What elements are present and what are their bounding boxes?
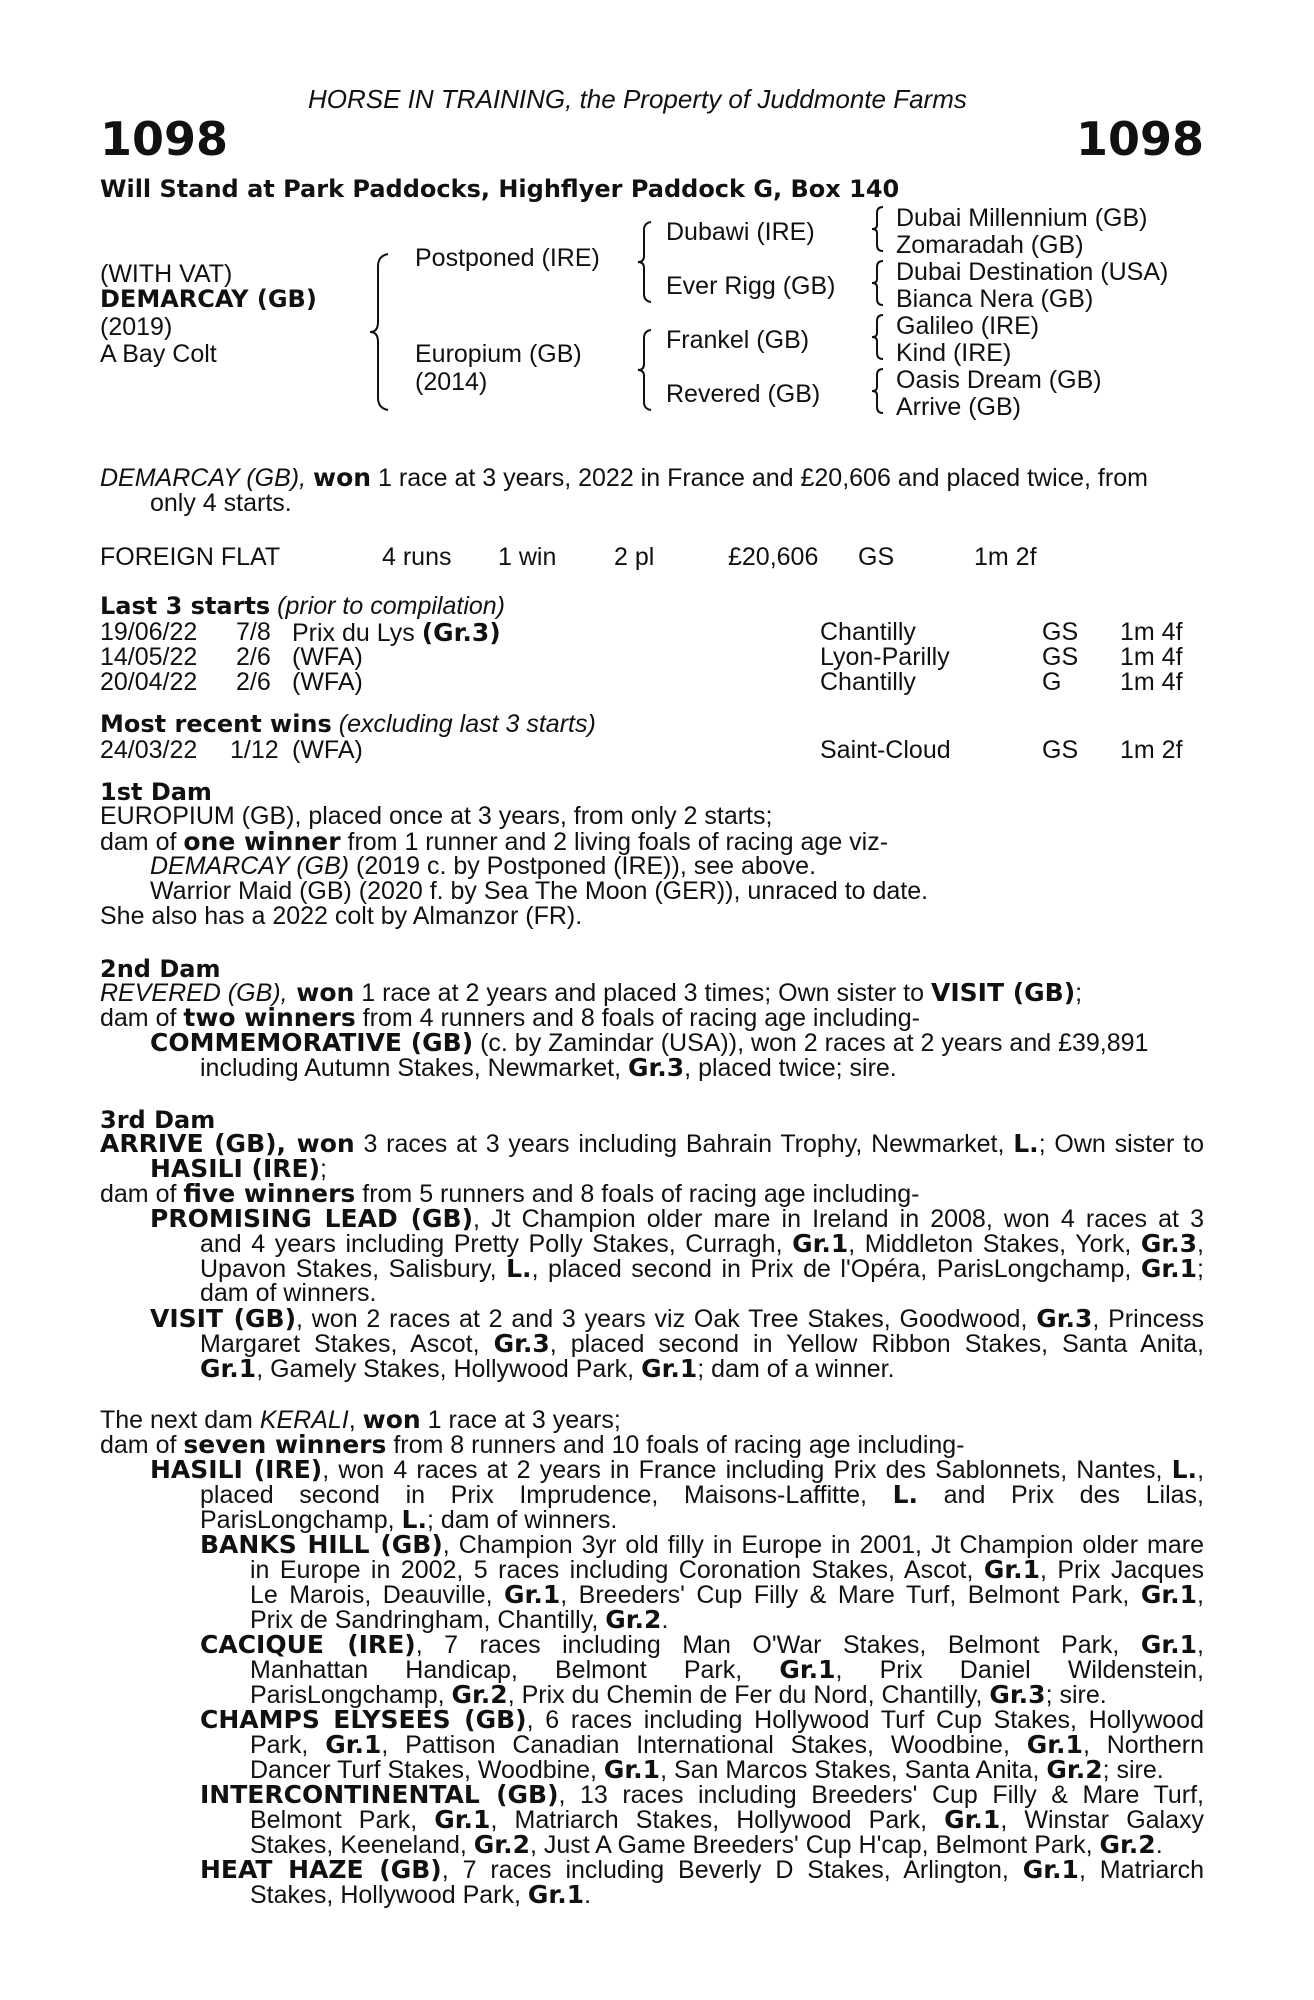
nextdam-line: Park, Gr.1, Pattison Canadian International Stakes, Woodbine, Gr.1, Northern (250, 1730, 1204, 1759)
start-row: 20/04/22 (100, 668, 198, 696)
start-course: Lyon-Parilly (820, 643, 950, 671)
record-runs: 4 runs (382, 543, 452, 571)
start-row: 19/06/22 (100, 618, 198, 646)
dam3-line: PROMISING LEAD (GB), Jt Champion older mare in Ireland in 2008, won 4 races at 3 (150, 1204, 1204, 1233)
recent-race: (WFA) (292, 736, 363, 764)
nextdam-line: Stakes, Hollywood Park, Gr.1. (250, 1880, 592, 1909)
start-dist: 1m 4f (1120, 618, 1183, 646)
pedigree-brace-sd (870, 259, 886, 307)
start-race: (WFA) (292, 643, 363, 671)
start-dist: 1m 4f (1120, 643, 1183, 671)
nextdam-line: Le Marois, Deauville, Gr.1, Breeders' Cup Filly & Mare Turf, Belmont Park, Gr.1, (250, 1580, 1204, 1609)
pedigree-sire-dam: Ever Rigg (GB) (666, 272, 836, 300)
catalogue-title: HORSE IN TRAINING, the Property of Juddmonte Farms (308, 84, 967, 114)
start-pos: 2/6 (236, 643, 271, 671)
dam1-line: DEMARCAY (GB) (2019 c. by Postponed (IRE)), see above. (150, 852, 817, 880)
dam2-heading: 2nd Dam (100, 955, 221, 983)
nextdam-line: Manhattan Handicap, Belmont Park, Gr.1, Prix Daniel Wildenstein, (250, 1655, 1204, 1684)
race-summary: DEMARCAY (GB), won 1 race at 3 years, 2022 in France and £20,606 and placed twice, from (100, 463, 1148, 492)
dam3-line: VISIT (GB), won 2 races at 2 and 3 years viz Oak Tree Stakes, Goodwood, Gr.3, Princess (150, 1304, 1204, 1333)
pedigree-ssd: Zomaradah (GB) (896, 231, 1084, 259)
record-prize: £20,606 (728, 543, 819, 571)
start-dist: 1m 4f (1120, 668, 1183, 696)
dam1-line: dam of one winner from 1 runner and 2 living foals of racing age viz- (100, 827, 889, 856)
dam2-line: including Autumn Stakes, Newmarket, Gr.3, placed twice; sire. (200, 1053, 897, 1082)
start-going: GS (1042, 618, 1079, 646)
dam3-line: ARRIVE (GB), won 3 races at 3 years including Bahrain Trophy, Newmarket, L.; Own sister to (100, 1129, 1204, 1158)
pedigree-dam-year: (2014) (415, 368, 488, 396)
nextdam-line: CACIQUE (IRE), 7 races including Man O'War Stakes, Belmont Park, Gr.1, (200, 1630, 1204, 1659)
pedigree-sire-sire: Dubawi (IRE) (666, 218, 815, 246)
dam1-line: EUROPIUM (GB), placed once at 3 years, from only 2 starts; (100, 802, 773, 830)
dam3-line: HASILI (IRE); (150, 1154, 327, 1183)
nextdam-line: INTERCONTINENTAL (GB), 13 races including Breeders' Cup Filly & Mare Turf, (200, 1780, 1204, 1809)
dam1-heading: 1st Dam (100, 778, 212, 806)
dam3-line: Upavon Stakes, Salisbury, L., placed second in Prix de l'Opéra, ParisLongchamp, Gr.1; (200, 1254, 1204, 1283)
recent-dist: 1m 2f (1120, 736, 1183, 764)
dam1-line: Warrior Maid (GB) (2020 f. by Sea The Moon (GER)), unraced to date. (150, 877, 929, 905)
pedigree-brace-ds (870, 313, 886, 361)
dam3-line: dam of winners. (200, 1279, 377, 1307)
horse-name: DEMARCAY (GB) (100, 285, 317, 313)
start-course: Chantilly (820, 618, 916, 646)
nextdam-line: ParisLongchamp, L.; dam of winners. (200, 1505, 618, 1534)
nextdam-line: Dancer Turf Stakes, Woodbine, Gr.1, San Marcos Stakes, Santa Anita, Gr.2; sire. (250, 1755, 1164, 1784)
start-going: G (1042, 668, 1062, 696)
pedigree-dam-sire: Frankel (GB) (666, 326, 810, 354)
nextdam-line: placed second in Prix Imprudence, Maisons-Laffitte, L. and Prix des Lilas, (200, 1480, 1204, 1509)
pedigree-dss: Galileo (IRE) (896, 312, 1040, 340)
lot-number-right: 1098 (1075, 112, 1204, 166)
start-race: (WFA) (292, 668, 363, 696)
record-distance: 1m 2f (974, 543, 1037, 571)
horse-description: A Bay Colt (100, 340, 217, 368)
record-going: GS (858, 543, 895, 571)
start-going: GS (1042, 643, 1079, 671)
nextdam-line: Prix de Sandringham, Chantilly, Gr.2. (250, 1605, 669, 1634)
nextdam-line: BANKS HILL (GB), Champion 3yr old filly in Europe in 2001, Jt Champion older mare (200, 1530, 1204, 1559)
start-pos: 2/6 (236, 668, 271, 696)
start-pos: 7/8 (236, 618, 271, 646)
nextdam-line: in Europe in 2002, 5 races including Coronation Stakes, Ascot, Gr.1, Prix Jacques (250, 1555, 1204, 1584)
dam2-line: REVERED (GB), won 1 race at 2 years and placed 3 times; Own sister to VISIT (GB); (100, 978, 1083, 1007)
dam2-line: dam of two winners from 4 runners and 8 foals of racing age including- (100, 1003, 920, 1032)
pedigree-sds: Dubai Destination (USA) (896, 258, 1169, 286)
dam3-heading: 3rd Dam (100, 1106, 216, 1134)
horse-year: (2019) (100, 313, 173, 341)
pedigree-sdd: Bianca Nera (GB) (896, 285, 1094, 313)
start-course: Chantilly (820, 668, 916, 696)
start-race: Prix du Lys (Gr.3) (292, 618, 501, 647)
dam2-line: COMMEMORATIVE (GB) (c. by Zamindar (USA)), won 2 races at 2 years and £39,891 (150, 1028, 1149, 1057)
record-label: FOREIGN FLAT (100, 543, 281, 571)
last3-heading: Last 3 starts (prior to compilation) (100, 592, 506, 620)
dam3-line: Gr.1, Gamely Stakes, Hollywood Park, Gr.1; dam of a winner. (200, 1354, 895, 1383)
recent-course: Saint-Cloud (820, 736, 951, 764)
stand-location: Will Stand at Park Paddocks, Highflyer Paddock G, Box 140 (100, 175, 900, 203)
pedigree-sire: Postponed (IRE) (415, 244, 600, 272)
nextdam-line: Belmont Park, Gr.1, Matriarch Stakes, Hollywood Park, Gr.1, Winstar Galaxy (250, 1805, 1205, 1834)
pedigree-dds: Oasis Dream (GB) (896, 366, 1102, 394)
pedigree-sss: Dubai Millennium (GB) (896, 204, 1148, 232)
recent-pos: 1/12 (230, 736, 279, 764)
nextdam-line: CHAMPS ELYSEES (GB), 6 races including Hollywood Turf Cup Stakes, Hollywood (200, 1705, 1204, 1734)
nextdam-line: HEAT HAZE (GB), 7 races including Beverly D Stakes, Arlington, Gr.1, Matriarch (200, 1855, 1204, 1884)
race-summary-cont: only 4 starts. (150, 489, 292, 517)
nextdam-line: dam of seven winners from 8 runners and 10 foals of racing age including- (100, 1430, 965, 1459)
start-row: 14/05/22 (100, 643, 198, 671)
nextdam-line: The next dam KERALI, won 1 race at 3 years; (100, 1405, 621, 1434)
dam3-line: Margaret Stakes, Ascot, Gr.3, placed second in Yellow Ribbon Stakes, Santa Anita, (200, 1329, 1204, 1358)
pedigree-brace-dam (636, 328, 654, 412)
vat-note: (WITH VAT) (100, 260, 233, 288)
pedigree-ddd: Arrive (GB) (896, 393, 1021, 421)
dam1-line: She also has a 2022 colt by Almanzor (FR). (100, 902, 583, 930)
record-placed: 2 pl (614, 543, 655, 571)
nextdam-line: ParisLongchamp, Gr.2, Prix du Chemin de Fer du Nord, Chantilly, Gr.3; sire. (250, 1680, 1107, 1709)
recent-heading: Most recent wins (excluding last 3 starts) (100, 710, 596, 738)
pedigree-brace-main (368, 252, 392, 412)
pedigree-brace-dd (870, 367, 886, 415)
nextdam-line: Stakes, Keeneland, Gr.2, Just A Game Breeders' Cup H'cap, Belmont Park, Gr.2. (250, 1830, 1163, 1859)
dam3-line: dam of five winners from 5 runners and 8 foals of racing age including- (100, 1179, 920, 1208)
pedigree-dsd: Kind (IRE) (896, 339, 1012, 367)
pedigree-brace-ss (870, 205, 886, 253)
nextdam-line: HASILI (IRE), won 4 races at 2 years in France including Prix des Sablonnets, Nantes, L., (150, 1455, 1205, 1484)
record-wins: 1 win (498, 543, 557, 571)
recent-going: GS (1042, 736, 1079, 764)
pedigree-brace-sire (636, 220, 654, 304)
lot-number-left: 1098 (100, 112, 229, 166)
dam3-line: and 4 years including Pretty Polly Stakes, Curragh, Gr.1, Middleton Stakes, York, Gr.3, (200, 1229, 1204, 1258)
pedigree-dam-dam: Revered (GB) (666, 380, 821, 408)
recent-date: 24/03/22 (100, 736, 198, 764)
pedigree-dam: Europium (GB) (415, 340, 582, 368)
